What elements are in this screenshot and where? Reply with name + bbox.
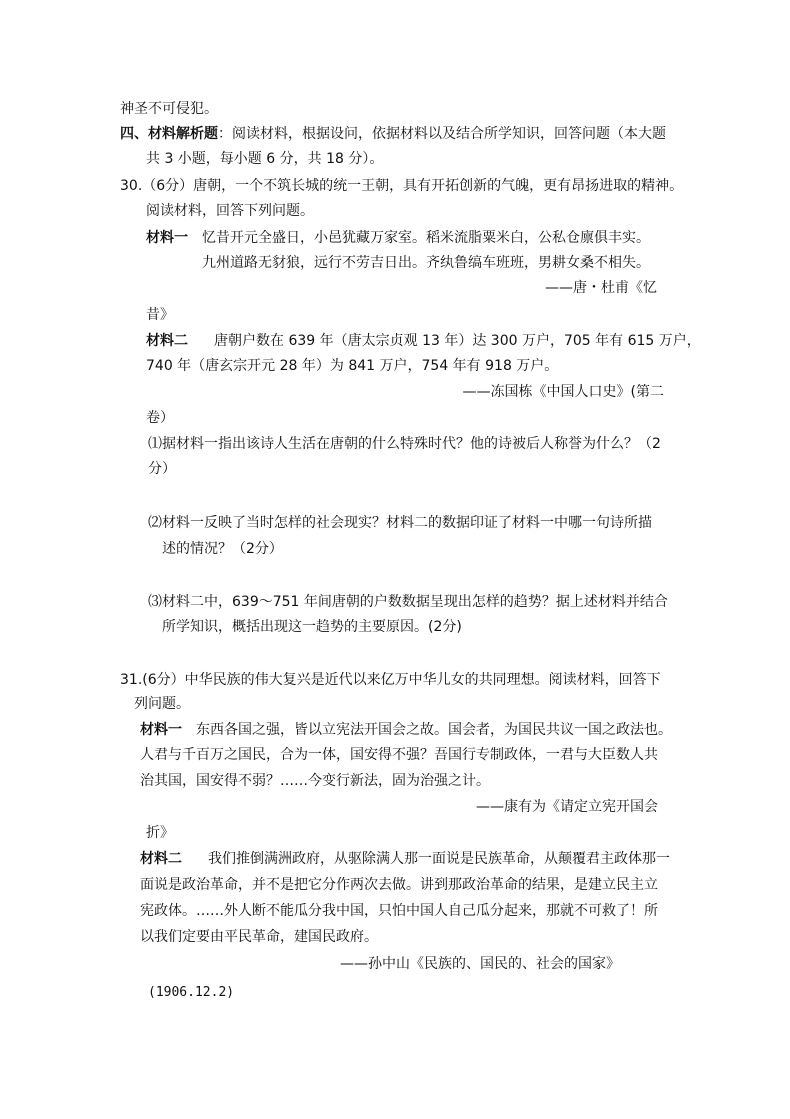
material-label: 材料一 [140,722,182,738]
material-text: 面说是政治革命，并不是把它分作两次去做。讲到那政治革命的结果，是建立民主立 [140,877,658,893]
material-text: 治其国，国安得不弱？……今变行新法，固为治强之计。 [140,773,490,789]
material-text: 东西各国之强，皆以立宪法开国会之故。国会者，为国民共议一国之政法也。 [196,722,672,738]
material-text: 以我们定要由平民革命，建国民政府。 [140,929,378,945]
material-text: 唐朝户数在 639 年（唐太宗贞观 13 年）达 300 万户，705 年有 615 万户， [214,333,701,349]
material-text: 740 年（唐玄宗开元 28 年）为 841 万户，754 年有 918 万户。 [146,358,559,374]
material-source-cont: 折》 [146,825,174,841]
material-label: 材料二 [140,851,182,867]
sub-question-2-cont: 述的情况？（2分） [162,541,283,557]
sub-question-2: ⑵材料一反映了当时怎样的社会现实？材料二的数据印证了材料一中哪一句诗所描 [148,515,652,531]
material-text: 忆昔开元全盛日，小邑犹藏万家室。稻米流脂粟米白，公私仓廪俱丰实。 [202,230,650,246]
material-text: 宪政体。……外人断不能瓜分我中国，只怕中国人自己瓜分起来，那就不可救了！所 [140,903,658,919]
material-date: (1906.12.2) [148,985,235,1000]
question-30-stem-cont: 阅读材料，回答下列问题。 [146,203,314,219]
material-source: ——孙中山《民族的、国民的、社会的国家》 [340,956,620,972]
material-source-cont: 昔》 [146,307,174,323]
section-title: 四、材料解析题 [120,126,218,142]
section-instructions-cont: 共 3 小题，每小题 6 分，共 18 分）。 [146,151,384,167]
sub-question-1: ⑴据材料一指出该诗人生活在唐朝的什么特殊时代？他的诗被后人称誉为什么？（2 [148,436,661,452]
question-31-stem: 31.(6分）中华民族的伟大复兴是近代以来亿万中华儿女的共同理想。阅读材料，回答下 [120,672,661,688]
material-text: 九州道路无豺狼，远行不劳吉日出。齐纨鲁缟车班班，男耕女桑不相失。 [202,255,650,271]
material-source: ——唐・杜甫《忆 [545,280,657,296]
question-30-stem: 30.（6分）唐朝，一个不筑长城的统一王朝，具有开拓创新的气魄，更有昂扬进取的精神。 [120,178,684,194]
continued-text: 神圣不可侵犯。 [120,101,218,117]
material-text: 我们推倒满洲政府，从驱除满人那一面说是民族革命，从颠覆君主政体那一 [208,851,670,867]
sub-question-3: ⑶材料二中，639～751 年间唐朝的户数数据呈现出怎样的趋势？据上述材料并结合 [148,594,668,610]
question-31-stem-cont: 列问题。 [134,696,190,712]
material-text: 人君与千百万之国民，合为一体，国安得不强？吾国行专制政体，一君与大臣数人共 [140,747,658,763]
q31-material-1 [140,721,672,739]
section-heading [120,125,666,143]
material-source-cont: 卷） [146,410,174,426]
sub-question-1-cont: 分） [148,461,176,477]
q31-material-2 [140,850,670,868]
q30-material-2 [146,332,701,350]
sub-question-3-cont: 所学知识，概括出现这一趋势的主要原因。(2分) [162,619,462,635]
material-label: 材料一 [146,230,188,246]
section-instructions: ：阅读材料，根据设问，依据材料以及结合所学知识，回答问题（本大题 [218,126,666,142]
material-source: ——康有为《请定立宪开国会 [476,799,658,815]
material-source: ——冻国栋《中国人口史》(第二 [462,384,664,400]
material-label: 材料二 [146,333,188,349]
q30-material-1 [146,229,650,247]
